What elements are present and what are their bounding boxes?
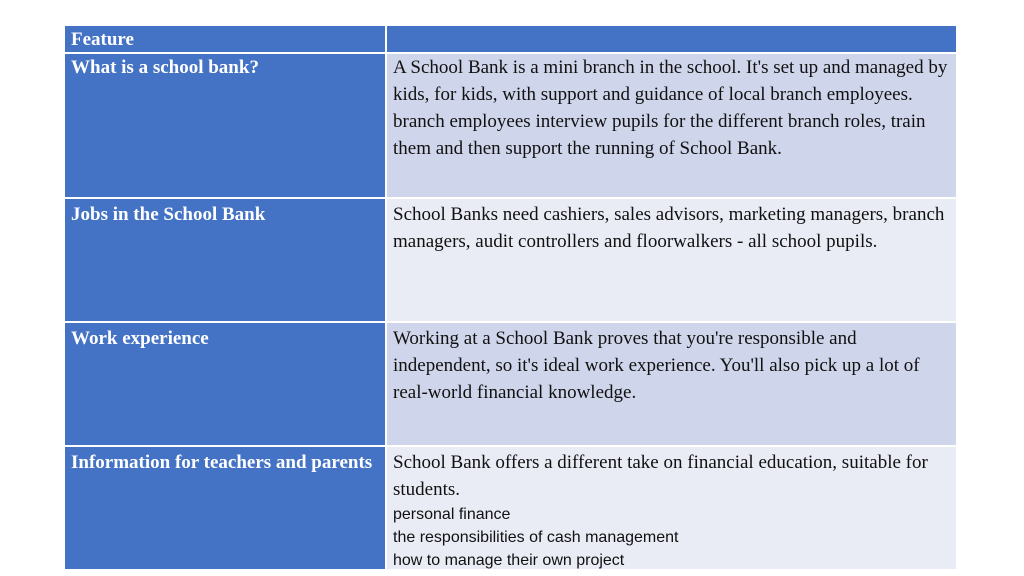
sub-item: personal finance — [393, 506, 511, 523]
feature-detail: Working at a School Bank proves that you're responsible and independent, so it's ideal work experience. You'll also pick up a lot of real-world financial knowledge. — [386, 322, 957, 446]
feature-label: Information for teachers and parents — [64, 446, 386, 570]
feature-label: What is a school bank? — [64, 53, 386, 198]
feature-label: Jobs in the School Bank — [64, 198, 386, 322]
feature-detail: School Banks need cashiers, sales advisors, marketing managers, branch managers, audit controllers and floorwalkers - all school pupils. — [386, 198, 957, 322]
table-header-row — [64, 25, 957, 53]
feature-detail: A School Bank is a mini branch in the school. It's set up and managed by kids, for kids, with support and guidance of local branch employees. branch employees interview pupils for the different branch roles, train them and then support the running of School Bank. — [386, 53, 957, 198]
header-feature-cell: Feature — [64, 25, 386, 53]
feature-detail-cell — [386, 446, 957, 570]
header-detail-cell — [386, 25, 957, 53]
table-row — [64, 198, 957, 322]
sub-item: the responsibilities of cash management — [393, 529, 679, 546]
table-row — [64, 53, 957, 198]
feature-label: Work experience — [64, 322, 386, 446]
feature-detail: School Bank offers a different take on financial education, suitable for students. — [393, 452, 928, 500]
sub-item: how to manage their own project — [393, 552, 625, 569]
table-row — [64, 322, 957, 446]
feature-table — [64, 25, 957, 570]
table-row — [64, 446, 957, 570]
